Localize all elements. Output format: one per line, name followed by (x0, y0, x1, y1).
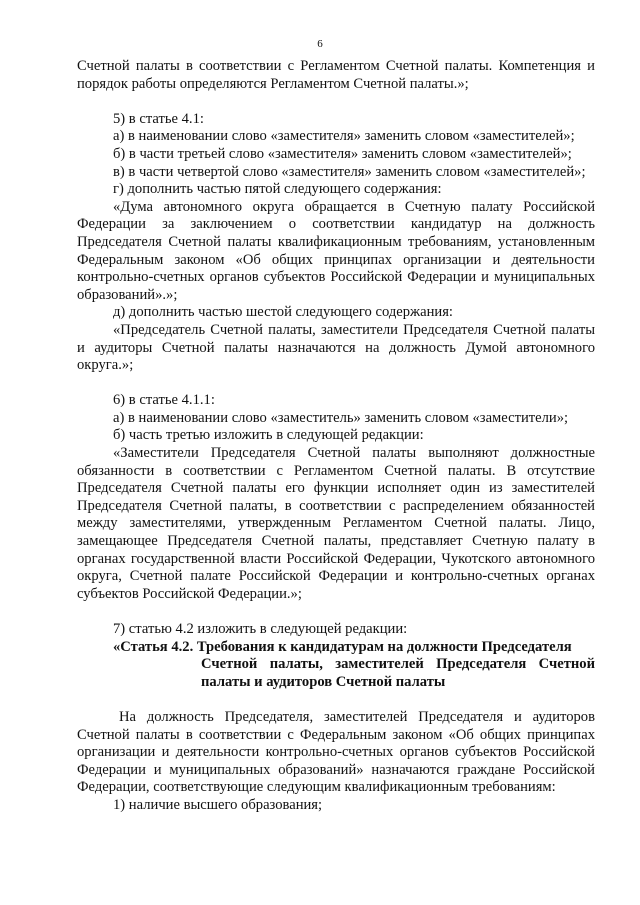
item-5g: г) дополнить частью пятой следующего содержания: (113, 181, 442, 198)
item-6a: а) в наименовании слово «заместитель» заменить словом «заместители»; (113, 409, 569, 426)
article-heading-continuation: Счетной палаты, заместителей Председателя Счетной палаты и аудиторов Счетной палаты (201, 656, 595, 690)
item-7-intro: 7) статью 4.2 изложить в следующей редакции: (113, 621, 408, 637)
item-5v: в) в части четвертой слово «заместителя» заменить словом «заместителей»; (113, 163, 586, 180)
item-5g-quote: «Дума автономного округа обращается в Счетную палату Российской Федерации за заключением о соответствии кандидатур на должность Председателя Счетной палаты квалификационным требованиям, установленным Федеральным законом «Об общих принципах организации и деятельности контрольно-счетных органов субъектов Российской Федерации и муниципальных образований».»; (77, 198, 595, 303)
document-body (77, 58, 595, 815)
article-body-paragraph: На должность Председателя, заместителей Председателя и аудиторов Счетной палаты в соответствии с Федеральным законом «Об общих принципах организации и деятельности контрольно-счетных органов субъектов Российской Федерации и муниципальных образований» назначаются граждане Российской Федерации, соответствующие следующим квалификационным требованиям: (77, 708, 595, 796)
item-5b: б) в части третьей слово «заместителя» заменить словом «заместителей»; (113, 145, 572, 162)
item-6-intro: 6) в статье 4.1.1: (113, 392, 215, 409)
requirement-1: 1) наличие высшего образования; (113, 796, 323, 813)
item-5d-quote: «Председатель Счетной палаты, заместители Председателя Счетной палаты и аудиторы Счетной палаты назначаются на должность Думой автономного округа.»; (77, 321, 595, 374)
item-5d: д) дополнить частью шестой следующего содержания: (113, 304, 453, 321)
paragraph-continuation: Счетной палаты в соответствии с Регламентом Счетной палаты. Компетенция и порядок работы определяются Регламентом Счетной палаты.»; (77, 58, 595, 92)
page-number: 6 (317, 38, 323, 50)
article-heading-line-1: «Статья 4.2. Требования к кандидатурам на должности Председателя (113, 638, 572, 655)
item-6b-quote: «Заместители Председателя Счетной палаты выполняют должностные обязанности в соответствии с Регламентом Счетной палаты. В отсутствие Председателя Счетной палаты его функции исполняет один из заместителей Председателя Счетной палаты, в соответствии с распределением обязанностей между заместителями, утвержденным Регламентом Счетной палаты. Лицо, замещающее Председателя Счетной палаты, представляет Счетную палату в органах государственной власти Российской Федерации, Чукотского автономного округа, Счетной палате Российской Федерации и контрольно-счетных органах субъектов Российской Федерации.»; (77, 445, 595, 602)
item-6b: б) часть третью изложить в следующей редакции: (113, 427, 424, 444)
item-5-intro: 5) в статье 4.1: (113, 110, 204, 127)
item-5a: а) в наименовании слово «заместителя» заменить словом «заместителей»; (113, 128, 575, 145)
